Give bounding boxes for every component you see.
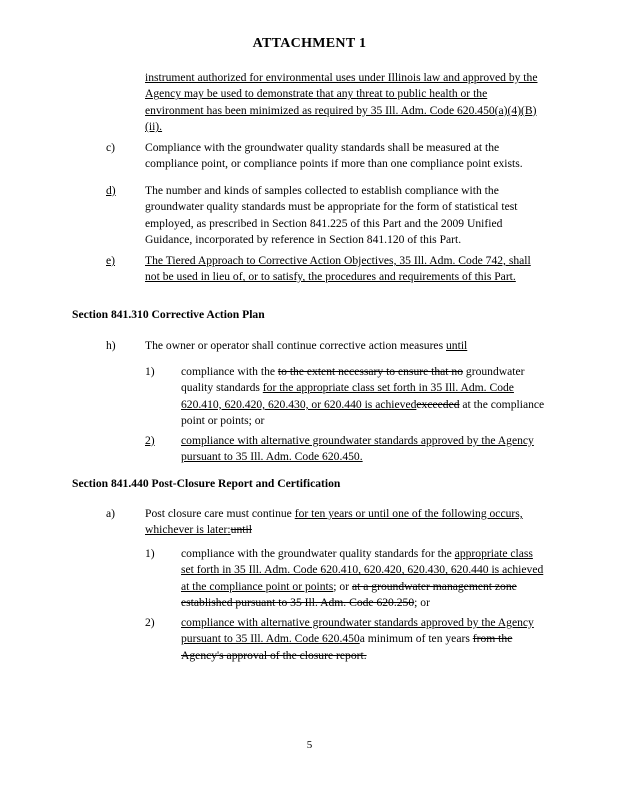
h-sub1-label: 1) — [145, 365, 155, 378]
item-a-text-a: Post closure care must continue — [145, 507, 295, 520]
item-h-text-b: until — [446, 339, 468, 352]
page-title: ATTACHMENT 1 — [252, 36, 367, 51]
a-sub1-text — [181, 546, 545, 612]
a-sub1-d: at a groundwater management zone established pursuant to 35 Ill. Adm. Code 620.250 — [181, 579, 517, 610]
item-e-text: The Tiered Approach to Corrective Action Objectives, 35 Ill. Adm. Code 742, shall not be used in lieu of, or to satisfy, the procedures and requirements of this Part. — [145, 254, 531, 284]
h-sub1-e: exceeded — [416, 397, 460, 411]
item-d-text: The number and kinds of samples collected to establish compliance with the groundwater quality standards must be appropriate for the form of statistical test employed, as prescribed in Section 841.225 of this Part and the 2009 Unified Guidance, incorporated by reference in Section 841.120 of this Part. — [145, 184, 518, 247]
item-h-text-a: The owner or operator shall continue corrective action measures — [145, 339, 446, 352]
item-a-label: a) — [106, 507, 116, 520]
a-sub2-text — [181, 615, 545, 664]
a-sub1-e: ; or — [414, 596, 430, 610]
a-sub2-a: compliance with alternative groundwater standards approved by the Agency — [181, 616, 534, 629]
a-sub1-a: compliance with the groundwater quality standards for the — [181, 547, 455, 560]
a-sub2-b: pursuant to 35 Ill. Adm. Code 620.450 — [181, 632, 360, 646]
page-number: 5 — [306, 739, 313, 751]
item-e-label: e) — [106, 254, 116, 267]
a-sub1-c: ; or — [333, 579, 352, 593]
a-sub1-b: appropriate class set forth in 35 Ill. Adm. Code 620.410, 620.420, 620.430, 620.440 is achieved at the compliance point or points — [181, 547, 544, 593]
h-sub1-c: groundwater quality standards — [181, 365, 525, 395]
intro-text: instrument authorized for environmental uses under Illinois law and approved by the Agency may be used to demonstrate that any threat to public health or the environment has been minimized as required by 35 Ill. Adm. Code 620.450(a)(4)(B)(ii). — [145, 71, 538, 134]
h-sub1-b: to the extent necessary to ensure that no — [277, 365, 464, 378]
item-a-text-d: until — [230, 523, 252, 537]
item-h-text — [145, 338, 545, 354]
a-sub2-label: 2) — [145, 616, 155, 629]
item-c-label: c) — [106, 141, 116, 154]
item-d-label: d) — [106, 184, 116, 197]
section-440-heading: Section 841.440 Post-Closure Report and Certification — [72, 477, 341, 490]
h-sub2-label: 2) — [145, 434, 155, 447]
a-sub1-label: 1) — [145, 547, 155, 560]
intro-paragraph — [145, 70, 545, 136]
h-sub1-f: at the compliance point or points; or — [181, 397, 545, 428]
h-sub1-d: for the appropriate class set forth in 35 Ill. Adm. Code 620.410, 620.420, 620.430, or 620.440 is achieved — [181, 381, 514, 411]
a-sub2-c: a minimum of ten years — [359, 632, 473, 646]
h-sub2-text: compliance with alternative groundwater standards approved by the Agency pursuant to 35 Ill. Adm. Code 620.450. — [181, 434, 534, 464]
h-sub1-text — [181, 364, 545, 430]
section-310-heading: Section 841.310 Corrective Action Plan — [72, 308, 265, 321]
item-c-text: Compliance with the groundwater quality standards shall be measured at the compliance point, or compliance points if more than one compliance point exists. — [145, 141, 523, 171]
a-sub2-d: from the Agency's approval of the closure report. — [181, 632, 513, 662]
item-a-text — [145, 506, 545, 539]
item-h-label: h) — [106, 339, 116, 352]
h-sub1-a: compliance with the — [181, 365, 278, 378]
item-a-text-c: : — [227, 523, 231, 537]
item-a-text-b: for ten years or until one of the following occurs, whichever is later — [145, 507, 523, 537]
